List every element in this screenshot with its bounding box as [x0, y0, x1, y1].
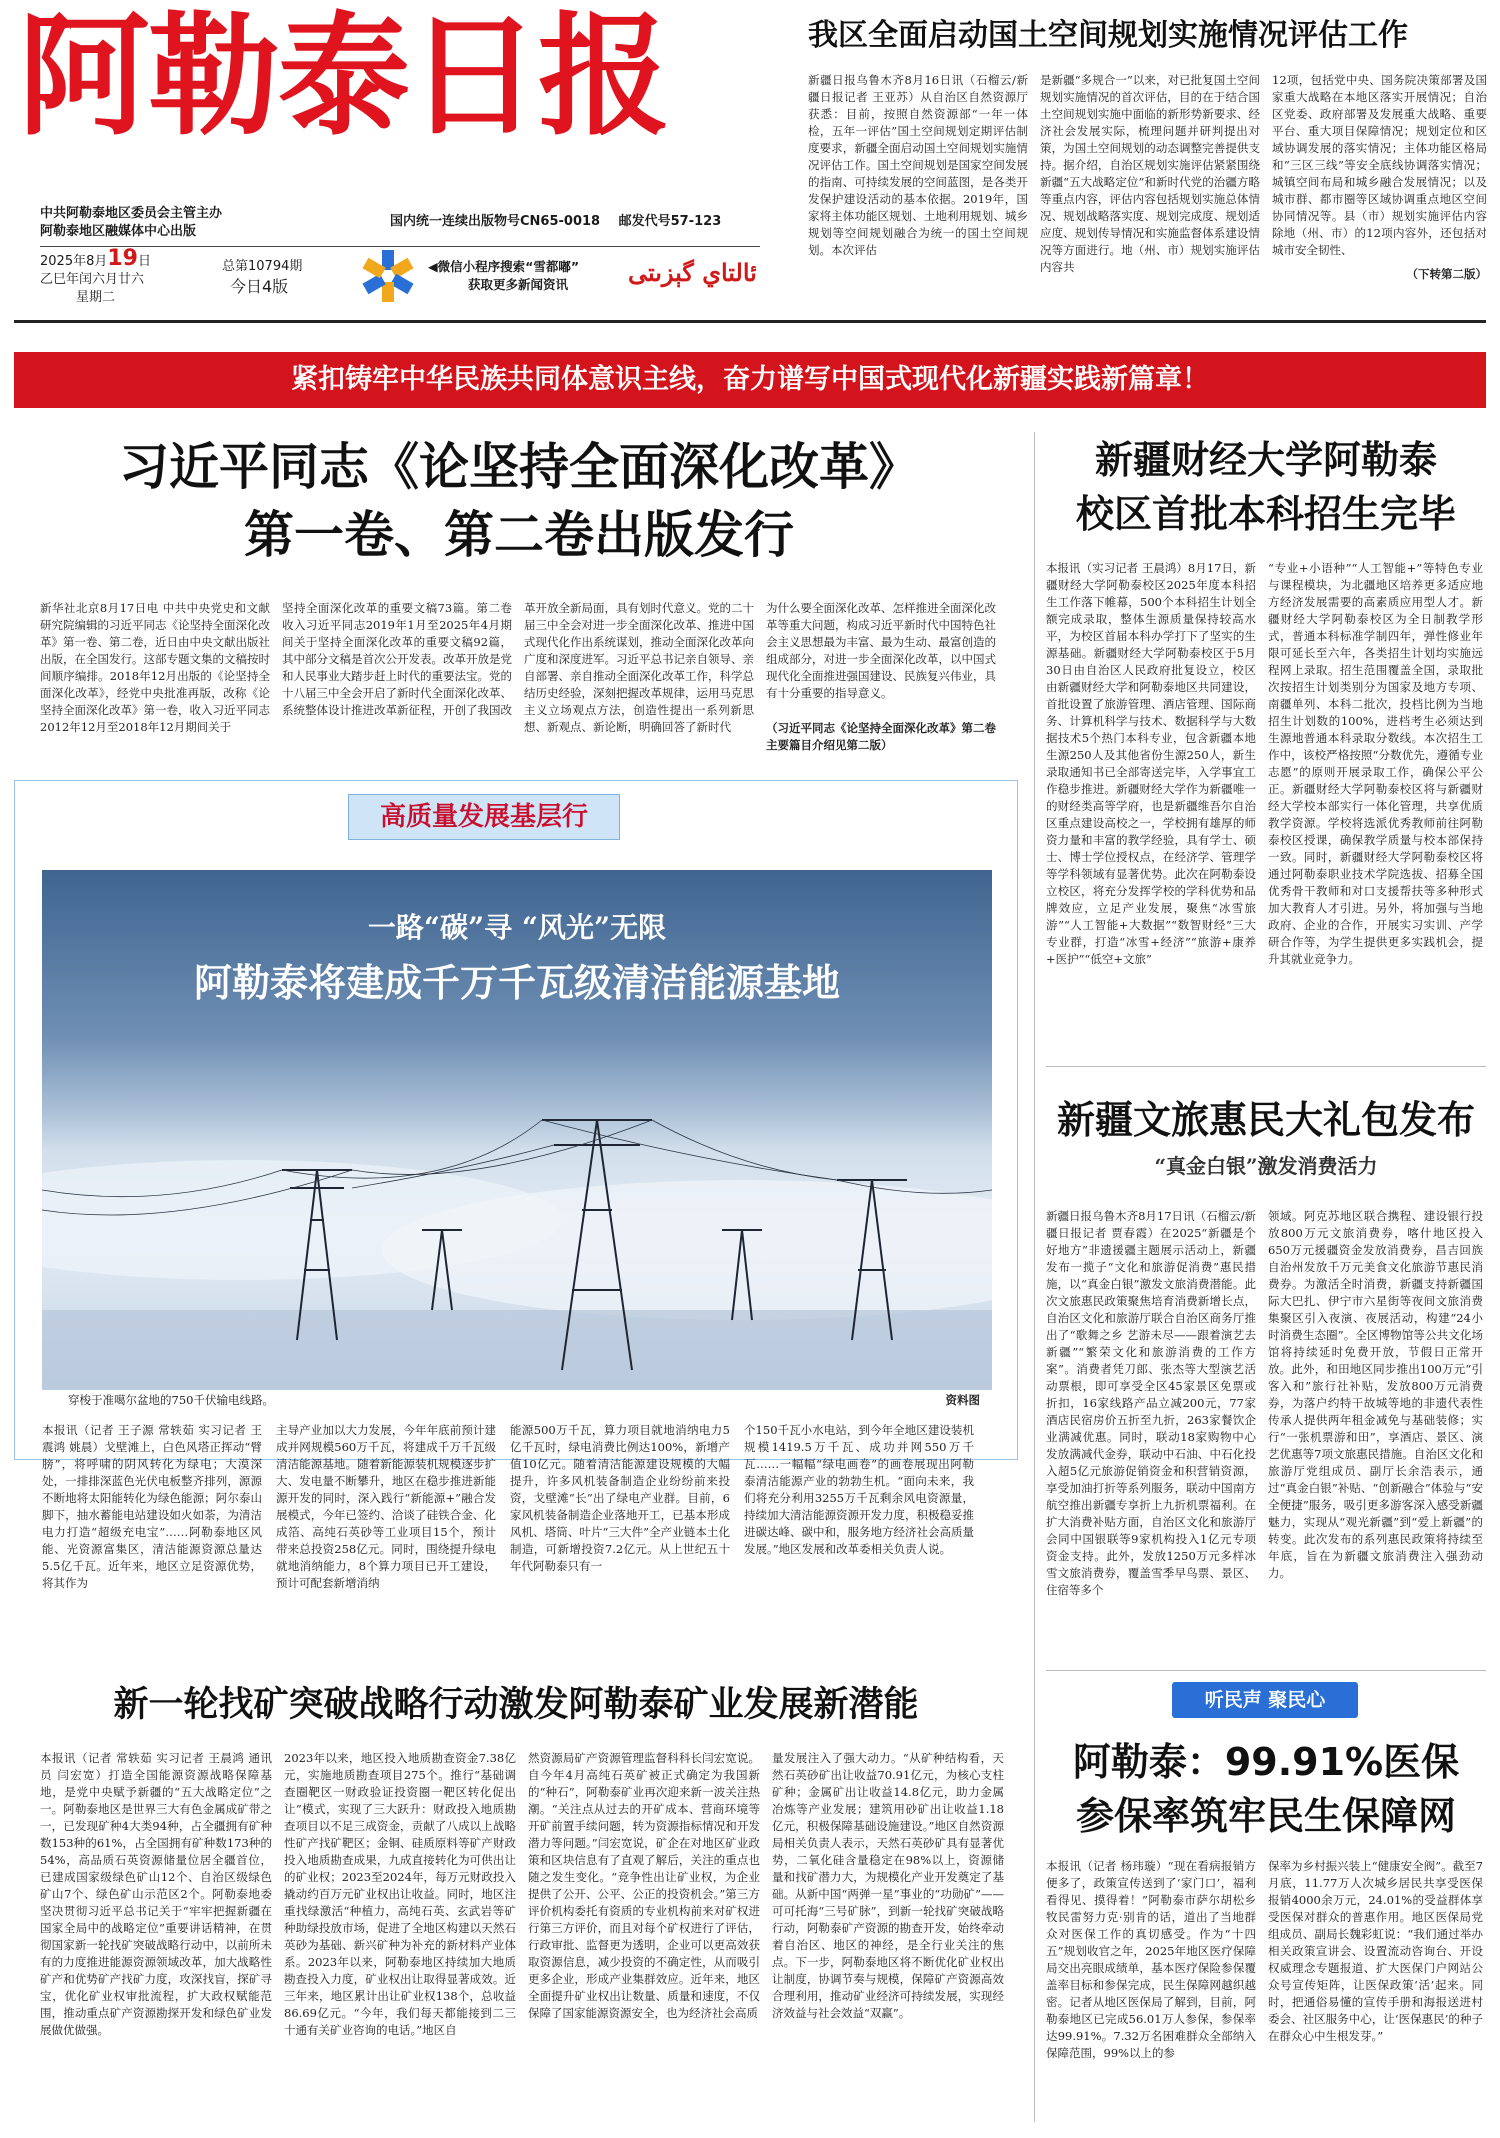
- qr-promo-line-2: 获取更多新闻资讯: [468, 277, 569, 292]
- university-headline-line-2: 校区首批本科招生完毕: [1075, 492, 1456, 536]
- photo-kicker: 一路“碳”寻 “风光”无限: [367, 911, 667, 944]
- mining-col-4: 量发展注入了强大动力。“从矿种结构看，天然石英砂矿出让收益70.91亿元，为核心支柱矿种；金属矿出让收益14.8亿元，助力金属冶炼等产业发展；建筑用砂矿出让收益1.18亿元，积极保障基础设施建设。”地区自然资源局相关负责人表示，天然石英砂矿具有显著优势，二氧化硅含量稳定在98%以上，资源储量和找矿潜力大，为规模化产业开发奠定了基础。从新中国“两弹一星”事业的“功勋矿”——可可托海“三号矿脉”，到新一轮找矿突破战略行动，阿勒泰矿产资源的勘查开发，始终牵动着自治区、地区的神经，是全行业关注的焦点。下一步，阿勒泰地区将不断优化矿业权出让制度，协调节奏与规模，保障矿产资源高效合理利用，推动矿业经济可持续发展，实现经济效益与社会效益“双赢”。: [772, 1751, 1004, 2020]
- mining-headline: 新一轮找矿突破战略行动激发阿勒泰矿业发展新潜能: [113, 1685, 919, 1725]
- tourism-headline: 新疆文旅惠民大礼包发布: [1056, 1098, 1475, 1142]
- sponsor-block: [40, 205, 222, 241]
- feature-col-1: 本报讯（记者 王子源 常轶茹 实习记者 王震鸿 姚晨）戈壁滩上，白色风塔正挥动“臂膀”，将呼啸的阴风转化为绿电；大漠深处，一排排深蓝色光伏电板整齐排列，源源不断地将太阳能转化为绿色能源；阿尔泰山脚下，抽水蓄能电站建设如火如荼，为清洁电力打造“超级充电宝”……阿勒泰地区风能、光资源富集区，清洁能源资源总量达5.5亿千瓦。近年来，地区立足资源优势，将其作为: [42, 1423, 262, 1590]
- feature-tag: [348, 794, 620, 840]
- university-col-1: 本报讯（实习记者 王晨鸿）8月17日，新疆财经大学阿勒泰校区2025年度本科招生工作落下帷幕，500个本科招生计划全额完成录取，整体生源质量保持较高水平，为校区首届本科办学打下了坚实的生源基础。新疆财经大学阿勒泰校区于5月30日由自治区人民政府批复设立，校区由新疆财经大学和阿勒泰地区共同建设，首批设置了旅游管理、酒店管理、国际商务、计算机科学与技术、数据科学与大数据技术5个热门本科专业，包含新疆本地生源250人及其他省份生源250人，新生录取通知书已全部寄送完毕，入学事宜工作稳步推进。新疆财经大学作为新疆唯一的财经类高等学府，也是新疆维吾尔自治区重点建设高校之一，学校拥有雄厚的师资力量和丰富的教学经验，具有学士、硕士、博士学位授权点，在经济学、管理学等学科领域有显著优势。此次在阿勒泰设立校区，将充分发挥学校的学科优势和品牌效应，立足产业发展，聚焦“冰雪旅游”“人工智能+大数据”“数智财经”三大专业群，打造“冰雪+经济”“旅游+康养+医护”“低空+文旅”: [1046, 561, 1256, 966]
- university-headline-line-1: 新疆财经大学阿勒泰: [1094, 438, 1437, 482]
- publication-numbers: [390, 210, 721, 229]
- feature-col-2: 主导产业加以大力发展，今年年底前预计建成并网规模560万千瓦，将建成千万千瓦级清洁能源基地。随着新能源装机规模逐步扩大、发电量不断攀升，地区在稳步推进新能源开发的同时，深入践行“新能源+”融合发展模式，今年已签约、洽谈了硅铁合金、化成箔、高纯石英砂等工业项目15个，预计带来总投资258亿元。同时，围绕提升绿电就地消纳能力，8个算力项目已开工建设，预计可配套新增消纳: [276, 1423, 496, 1590]
- slogan-text: 紧扣铸牢中华民族共同体意识主线，奋力谱写中国式现代化新疆实践新篇章！: [291, 364, 1209, 395]
- healthcare-tag: [1172, 1682, 1358, 1718]
- top-story-col-1: 新疆日报乌鲁木齐8月16日讯（石榴云/新疆日报记者 王亚苏）从自治区自然资源厅获悉：目前，按照自然资源部“一年一体检，五年一评估”国土空间规划定期评估制度要求，新疆全面启动国土空间规划实施情况评估工作。国土空间规划是国家空间发展的指南、可持续发展的空间蓝图，是各类开发保护建设活动的基本依据。2019年，国家将主体功能区规划、土地利用规划、城乡规划等空间规划融合为统一的国土空间规划。本次评估: [808, 73, 1028, 257]
- date-block: [40, 246, 151, 307]
- healthcare-col-1: 本报讯（记者 杨玮璇）“现在看病报销方便多了，政策宣传送到了‘家门口’，福利看得见、摸得着！”阿勒泰市萨尔胡松乡牧民雷努力克·别肯的话，道出了当地群众对医保工作的真切感受。作为“十四五”规划收官之年，2025年地区医疗保障局交出亮眼成绩单，基本医疗保险参保覆盖率目标和参保完成，民生保障网越织越密。记者从地区医保局了解到，目前，阿勒泰地区已完成56.01万人参保，参保率达99.91%。7.32万名困难群众全部纳入保障范围，99%以上的参: [1046, 1859, 1256, 2060]
- xuedudu-logo-icon: [358, 246, 418, 306]
- top-story-continued: （下转第二版）: [1406, 267, 1487, 281]
- lead-headline-line-2: 第一卷、第二卷出版发行: [244, 506, 794, 564]
- page-count: 今日4版: [230, 277, 289, 296]
- lead-col-1: 新华社北京8月17日电 中共中央党史和文献研究院编辑的习近平同志《论坚持全面深化改革》第一卷、第二卷，近日由中央文献出版社出版，在全国发行。这部专题文集的文稿按时间顺序编排。2018年12月出版的《论坚持全面深化改革》，经党中央批准再版，改称《论坚持全面深化改革》第一卷，收入习近平同志2012年12月至2018年12月期间关于: [40, 601, 270, 734]
- mining-col-2: 2023年以来，地区投入地质勘查资金7.38亿元，实施地质勘查项目275个。推行“基础调查圈靶区一财政验证投资圈一靶区转化促出让”模式，实现了三大跃升：财政投入地质勘查项目以不足三成资金，贡献了八成以上战略性矿产找矿靶区；金铜、硅质原料等矿产财政投入地质勘查成果，九成直接转化为可供出让的矿业权；2023至2024年，每万元财政投入撬动约百万元矿业权出让收益。同时，地区注重找绿激活“种植力，高纯石英、玄武岩等矿种助绿投放市场，促进了全地区构建以天然石英砂为基础、新兴矿种为补充的新材料产业体系。2023年以来，阿勒泰地区持续加大地质勘查投入力度，矿业权出让取得显著成效。近三年来，地区累计出让矿业权138个，总收益86.69亿元。“今年，我们每天都能接到二三十通有关矿业咨询的电话。”地区自: [284, 1751, 516, 2037]
- qr-promo: [428, 258, 579, 294]
- issue-block: [222, 257, 302, 297]
- lead-col-3: 革开放全新局面，具有划时代意义。党的二十届三中全会对进一步全面深化改革、推进中国式现代化作出系统谋划，推动全面深化改革向广度和深度进军。习近平总书记亲自领导、亲自部署、亲自推动全面深化改革工作，科学总结历史经验，深刻把握改革规律，运用马克思主义立场观点方法，创造性提出一系列新思想、新观点、新论断，明确回答了新时代: [524, 601, 754, 734]
- top-story-headline: 我区全面启动国土空间规划实施情况评估工作: [808, 18, 1408, 53]
- top-story-col-2: 是新疆“多规合一”以来，对已批复国土空间规划实施情况的首次评估，目的在于结合国土空间规划实施中面临的新形势新要求、经济社会发展实际，梳理问题并研判提出对策，为国土空间规划的动态调整完善提供支持。据介绍，自治区规划实施评估紧紧围绕新疆“五大战略定位”和新时代党的治疆方略等重点内容，评估内容包括规划实施总体情况、规划战略落实度、规划完成度、规划适应度、规划传导情况和实施监督体系建设情况等方面进行。地（州、市）规划实施评估内容共: [1040, 73, 1260, 274]
- sponsor-line-2: 阿勒泰地区融媒体中心出版: [40, 224, 197, 239]
- feature-col-4: 个150千瓦小水电站，到今年全地区建设装机规模1419.5万千瓦、成功并网550万千瓦……一幅幅“绿电画卷”的画卷展现出阿勒泰清洁能源产业的勃勃生机。“面向未来，我们将充分利用3255万千瓦剩余风电资源量，持续加大清洁能源资源开发力度，积极稳妥推进碳达峰、碳中和，服务地方经济社会高质量发展。”地区发展和改革委相关负责人说。: [744, 1423, 974, 1556]
- feature-col-3: 能源500万千瓦，算力项目就地消纳电力5亿千瓦时，绿电消费比例达100%，新增产值10亿元。随着清洁能源建设规模的大幅提升，许多风机装备制造企业纷纷前来投资，戈壁滩“长”出了绿电产业群。目前，6家风机装备制造企业落地开工，已基本形成风机、塔筒、叶片“三大件”全产业链本土化制造，可新增投资7.2亿元。从上世纪五十年代阿勒泰只有一: [510, 1423, 730, 1573]
- healthcare-tag-text: 听民声 聚民心: [1204, 1689, 1326, 1711]
- photo-caption: 穿梭于准噶尔盆地的750千伏输电线路。: [68, 1393, 274, 1407]
- lead-headline-line-1: 习近平同志《论坚持全面深化改革》: [119, 438, 919, 496]
- healthcare-headline-line-2: 参保率筑牢民生保障网: [1075, 1794, 1456, 1838]
- cn-number: 国内统一连续出版物号CN65-0018: [390, 214, 601, 229]
- photo-title: 阿勒泰将建成千万千瓦级清洁能源基地: [193, 961, 840, 1005]
- mining-col-1: 本报讯（记者 常轶茹 实习记者 王晨鸿 通讯员 闫宏宽）打造全国能源资源战略保障基地，是党中央赋予新疆的“五大战略定位”之一。阿勒泰地区是世界三大有色金属成矿带之一，已发现矿种4大类94种，占全疆拥有矿种数153种的61%，占全国拥有矿种数173种的54%，高品质石英资源储量位居全疆首位，已建成国家级绿色矿山12个、自治区级绿色矿山7个、绿色矿山示范区2个。阿勒泰地委坚决贯彻习近平总书记关于“牢牢把握新疆在国家全局中的战略定位”重要讲话精神，在贯彻国家新一轮找矿突破战略行动中，以前所未有的力度推进能源资源领域改革，加大战略性矿产和优势矿产找矿力度，攻深找盲，探矿寻宝，优化矿业权审批流程，扩大政权赋能范围，推动重点矿产资源勘探开发和绿色矿业发展做优做强。: [40, 1751, 272, 2037]
- feature-photo: [42, 870, 992, 1390]
- transmission-towers-photo: [42, 870, 992, 1390]
- photo-credit: 资料图: [945, 1393, 980, 1407]
- university-col-2: “专业+小语种”“人工智能+”等特色专业与课程模块，为北疆地区培养更多适应地方经济发展需要的高素质应用型人才。新疆财经大学阿勒泰校区为全日制教学形式，普通本科标准学制四年，弹性修业年限可延长至六年，各类招生计划均实施远程网上录取。招生范围覆盖全国，录取批次按招生计划类别分为国家及地方专项、南疆单列、本科二批次，投档比例为当地招生计划数的100%，进档考生必须达到生源地普通本科录取分数线。本次招生工作中，该校严格按照“分数优先，遵循专业志愿”的原则开展录取工作，确保公平公正。新疆财经大学阿勒泰校区将与新疆财经大学校本部实行一体化管理，共享优质教学资源。学校将选派优秀教师前往阿勒泰校区授课，确保教学质量与校本部保持一致。同时，新疆财经大学阿勒泰校区将通过阿勒泰职业技术学院选拔、招募全国优秀骨干教师和对口支援帮扶等多种形式加大教育人才引进。另外，将加强与当地政府、企业的合作，开展实习实训、产学研合作等，为学生提供更多实践机会，提升其就业竞争力。: [1268, 561, 1483, 966]
- top-story-col-3: 12项，包括党中央、国务院决策部署及国家重大战略在本地区落实开展情况；自治区党委、政府部署及发展重大战略、重要平台、重大项目保障情况；规划定位和区域协调发展的落实情况；主体功能区格局和“三区三线”等安全底线协调落实情况；城镇空间布局和城乡融合发展情况；以及城市群、都市圈等区域协调重点地区空间协同情况等。县（市）规划实施评估内容除地（州、市）的12项内容外，还包括对城市安全韧性、: [1272, 73, 1487, 257]
- healthcare-headline-line-1: 阿勒泰：99.91%医保: [1072, 1740, 1460, 1784]
- tourism-col-2: 领域。阿克苏地区联合携程、建设银行投放800万元文旅消费券，喀什地区投入650万元援疆资金发放消费券，昌吉回族自治州发放千万元美食文化旅游节惠民消费券。为激活全时消费，新疆支持新疆国际大巴扎、伊宁市六星街等夜间文旅消费集聚区引入夜演、夜展活动，构建“24小时消费生态圈”。全区博物馆等公共文化场馆将持续延时免费开放，节假日正常开放。此外，和田地区同步推出100万元“引客入和”旅行社补贴，发放800万元消费券，为落户约特干故城等地的非遗代表性传承人提供两年租金减免与基础装修；实行“一张机票游和田”，享酒店、景区、演艺优惠等7项文旅惠民措施。自治区文化和旅游厅党组成员、副厅长余浩表示，通过“真金白银”补贴、“创新融合”体验与“安全便捷”服务，吸引更多游客深入感受新疆魅力，实现从“观光新疆”到“爱上新疆”的转变。此次发布的系列惠民政策将持续至年底，旨在为新疆文旅消费注入强劲动力。: [1268, 1209, 1483, 1580]
- lead-col-2: 坚持全面深化改革的重要文稿73篇。第二卷收入习近平同志2019年1月至2025年4月期间关于坚持全面深化改革的重要文稿92篇，其中部分文稿是首次公开发表。改革开放是党和人民事业大踏步赶上时代的重要法宝。党的十八届三中全会开启了新时代全面深化改革、系统整体设计推进改革新征程，开创了我国改: [282, 601, 512, 717]
- postal-code: 邮发代号57-123: [618, 214, 722, 229]
- mining-col-3: 然资源局矿产资源管理监督科科长闫宏宽说。自今年4月高纯石英矿被正式确定为我国新的“种石”，阿勒泰矿业再次迎来新一波关注热潮。“关注点从过去的开矿成本、营商环境等开矿前置手续问题，转为资源指标情况和开发潜力等问题。”闫宏宽说，矿企在对地区矿业政策和区块信息有了直观了解后，关注的重点也随之发生变化。“竞争性出让矿业权，为企业提供了公开、公平、公正的投资机会。”第三方评价机构委托有资质的专业机构前来对矿权进行第三方评价，而且对每个矿权进行了评估，行政审批、监督更为透明，企业可以更高效获取资源信息，减少投资的不确定性，从而吸引更多企业，形成产业集群效应。近年来，地区全面提升矿业权出让数量、质量和速度，不仅保障了国家能源资源安全，也为经济社会高质: [528, 1751, 760, 2020]
- feature-tag-text: 高质量发展基层行: [379, 802, 588, 832]
- weekday: 星期二: [76, 290, 116, 305]
- sponsor-line-1: 中共阿勒泰地区委员会主管主办: [40, 206, 223, 221]
- masthead-title: 阿勒泰日报: [18, 0, 668, 154]
- slogan-banner: [14, 352, 1486, 408]
- lunar-date: 乙巳年闰六月廿六: [40, 272, 145, 287]
- uyghur-title: ئالتاي گېزىتى: [628, 258, 757, 287]
- lead-footnote: （习近平同志《论坚持全面深化改革》第二卷主要篇目介绍见第二版）: [766, 721, 996, 752]
- date-line: 2025年8月19日: [40, 246, 151, 271]
- healthcare-col-2: 保率为乡村振兴装上“健康安全阀”。截至7月底，11.77万人次城乡居民共享受医保报销4000余万元，24.01%的受益群体享受医保对群众的普惠作用。地区医保局党组成员、副局长魏彩虹说：“我们通过举办相关政策宣讲会、设置流动咨询台、开设权威理念专题报道、扩大医保门户网站公众号宣传矩阵，让医保政策‘活’起来。同时，把通俗易懂的宣传手册和海报送进村委会、社区服务中心，让‘医保惠民’的种子在群众心中生根发芽。”: [1268, 1859, 1483, 2043]
- issue-number: 总第10794期: [222, 259, 303, 274]
- date-day: 19: [107, 246, 138, 271]
- qr-promo-line-1: ◀微信小程序搜索“雪都嘟”: [428, 259, 580, 274]
- tourism-col-1: 新疆日报乌鲁木齐8月17日讯（石榴云/新疆日报记者 贾春霞）在2025“新疆是个好地方”非遗援疆主题展示活动上，新疆发布一揽子“文化和旅游促消费”惠民措施，以“真金白银”激发文旅消费潜能。此次文旅惠民政策聚焦培育消费新增长点，自治区文化和旅游厅联合自治区商务厅推出了“歌舞之乡 艺游未尽——跟着演艺去新疆”“繁荣文化和旅游消费的工作方案”。消费者凭刀郎、张杰等大型演艺活动票根，即可享受全区45家景区免票或折扣，16家线路产品立减200元，77家酒店民宿房价五折至九折，263家餐饮企业满减优惠。同时，联动18家购物中心发放满减代金券，联动中石油、中石化投入超5亿元旅游促销资金和积营销资源，享受加油打折等系列服务，联动中国南方航空推出新疆专享折上九折机票福利。在扩大消费补贴方面，自治区文化和旅游厅会同中国银联等9家机构投入1亿元专项资金支持。此外，发放1250万元多样冰雪文旅消费券，覆盖雪季早鸟票、景区、住宿等多个: [1046, 1209, 1256, 1597]
- lead-col-4: 为什么要全面深化改革、怎样推进全面深化改革等重大问题，构成习近平新时代中国特色社会主义思想最为丰富、最为生动、最富创造的组成部分，对进一步全面深化改革，以中国式现代化全面推进强国建设、民族复兴伟业，具有十分重要的指导意义。: [766, 601, 996, 700]
- tourism-subheadline: “真金白银”激发消费活力: [1154, 1154, 1378, 1178]
